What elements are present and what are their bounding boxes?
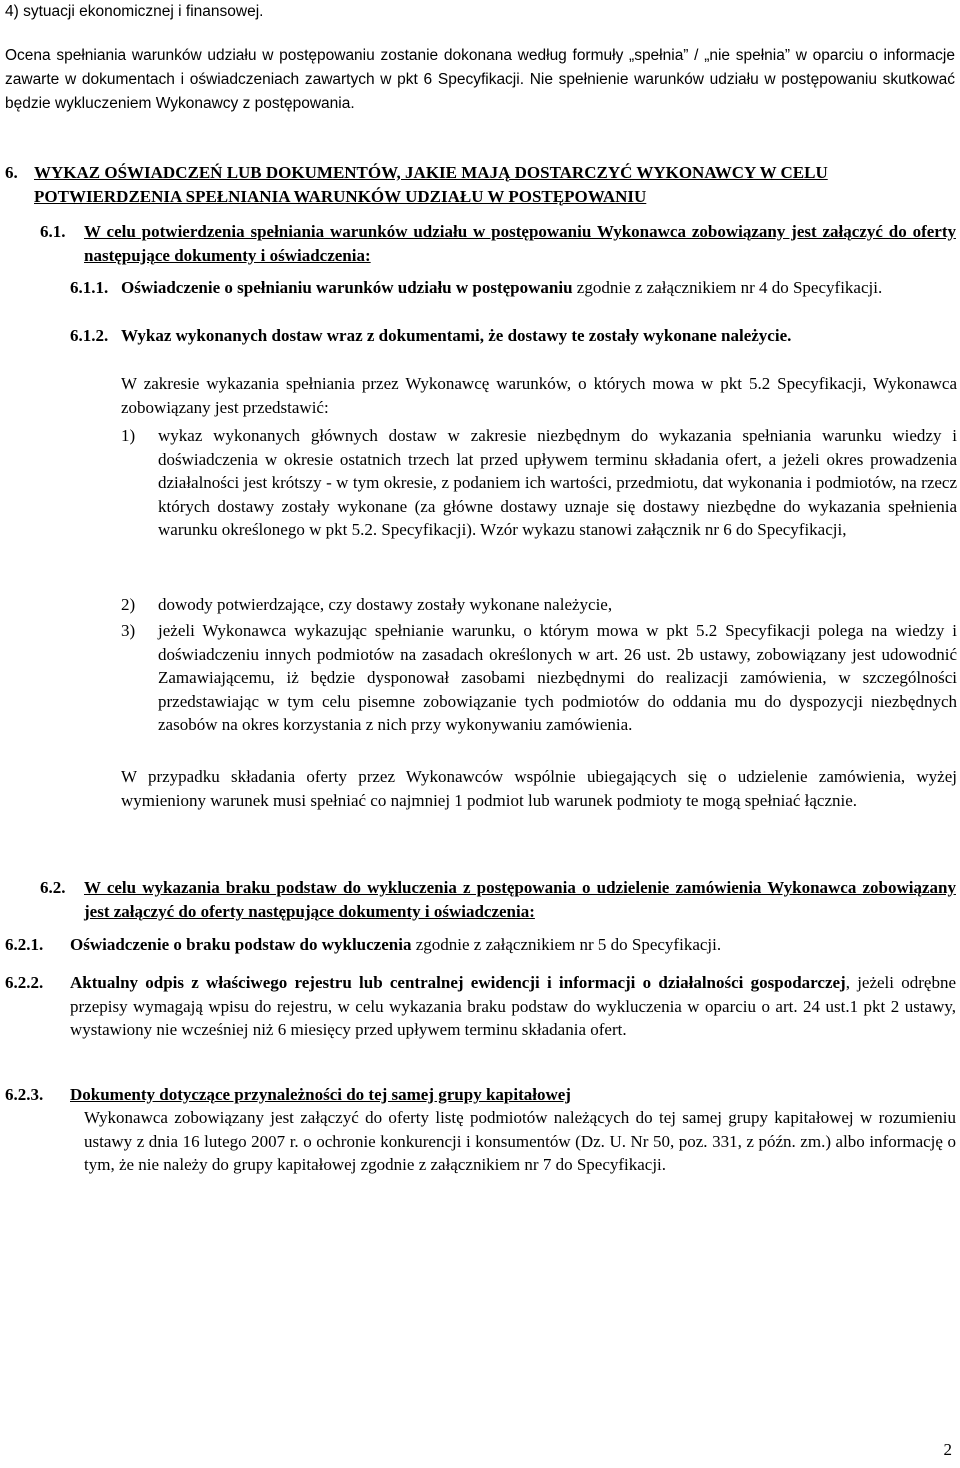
item-number: 6.2.1. [5, 935, 44, 954]
evaluation-paragraph: Ocena spełniania warunków udziału w postępowaniu zostanie dokonana według formuły „spełnia” / „nie spełnia” w oparciu o informacje zawarte w dokumentach i oświadczeniach zawartych w pkt 6 Specyfikacji. Nie spełnienie warunków udziału w postępowaniu skutkować będzie wykluczeniem Wykonawcy z postępowania. [5, 47, 955, 112]
item-number: 6.2.3. [5, 1085, 44, 1104]
section-heading: WYKAZ OŚWIADCZEŃ LUB DOKUMENTÓW, JAKIE MAJĄ DOSTARCZYĆ WYKONAWCY W CELU POTWIERDZENIA SPEŁNIANIA WARUNKÓW UDZIAŁU W POSTĘPOWANIU [34, 163, 828, 206]
list-number: 2) [121, 595, 136, 614]
list-item: wykaz wykonanych głównych dostaw w zakresie niezbędnym do wykazania spełniania warunku wiedzy i doświadczenia w okresie ostatnich trzech lat przed upływem terminu składania ofert, a jeżeli okres prowadzenia działalności jest krótszy - w tym okresie, z podaniem ich wartości, przedmiotu, dat wykonania i podmiotów, na rzecz których dostawy zostały wykonane (za główne dostawy uznaje się dostawy niezbędne do wykazania spełnienia warunku określonego w pkt 5.2. Specyfikacji). Wzór wykazu stanowi załącznik nr 6 do Specyfikacji, [158, 426, 957, 539]
statement-paragraph [121, 276, 957, 300]
registry-text: , jeżeli odrębne przepisy wymagają wpisu do rejestru, w celu wykazania braku podstaw do wykluczenia w oparciu o art. 24 ust.1 pkt 2 ustawy, wystawiony nie wcześniej niż 6 miesięcy przed upływem terminu składania ofert. [70, 973, 956, 1039]
item-number: 6.2.2. [5, 973, 44, 992]
statement-text: zgodnie z załącznikiem nr 5 do Specyfikacji. [411, 935, 722, 954]
section-number: 6. [5, 163, 18, 182]
exclusion-statement-paragraph [70, 933, 956, 957]
statement-text: zgodnie z załącznikiem nr 4 do Specyfikacji. [572, 278, 883, 297]
list-item-financial: 4) sytuacji ekonomicznej i finansowej. [5, 3, 264, 20]
item-number: 6.1.2. [70, 326, 109, 345]
subsection-number: 6.2. [40, 878, 66, 897]
registry-title: Aktualny odpis z właściwego rejestru lub centralnej ewidencji i informacji o działalności gospodarczej [70, 973, 846, 992]
statement-title: Oświadczenie o braku podstaw do wykluczenia [70, 935, 412, 954]
list-number: 3) [121, 621, 136, 640]
capital-group-heading: Dokumenty dotyczące przynależności do tej samej grupy kapitałowej [70, 1085, 571, 1104]
list-item: dowody potwierdzające, czy dostawy zostały wykonane należycie, [158, 595, 613, 614]
list-number: 1) [121, 426, 136, 445]
page-number: 2 [943, 1440, 952, 1459]
item-number: 6.1.1. [70, 278, 109, 297]
subsection-heading: W celu wykazania braku podstaw do wykluczenia z postępowania o udzielenie zamówienia Wykonawca zobowiązany jest załączyć do oferty następujące dokumenty i oświadczenia: [84, 878, 956, 921]
deliveries-heading: Wykaz wykonanych dostaw wraz z dokumentami, że dostawy te zostały wykonane należycie. [121, 326, 792, 345]
joint-offer-paragraph: W przypadku składania oferty przez Wykonawców wspólnie ubiegających się o udzielenie zamówienia, wyżej wymieniony warunek musi spełniać co najmniej 1 podmiot lub warunek podmioty te mogą spełniać łącznie. [121, 767, 957, 810]
capital-group-paragraph: Wykonawca zobowiązany jest załączyć do oferty listę podmiotów należących do tej samej grupy kapitałowej w rozumieniu ustawy z dnia 16 lutego 2007 r. o ochronie konkurencji i konsumentów (Dz. U. Nr 50, poz. 331, z późn. zm.) albo informację o tym, że nie należy do grupy kapitałowej zgodnie z załącznikiem nr 7 do Specyfikacji. [84, 1108, 956, 1174]
subsection-number: 6.1. [40, 222, 66, 241]
list-item: jeżeli Wykonawca wykazując spełnianie warunku, o którym mowa w pkt 5.2 Specyfikacji polega na wiedzy i doświadczeniu innych podmiotów na zasadach określonych w art. 26 ust. 2b ustawy, zobowiązany jest udowodnić Zamawiającemu, iż będzie dysponował zasobami niezbędnymi do realizacji zamówienia, w szczególności przedstawiając w tym celu pisemne zobowiązanie tych podmiotów do oddania mu do dyspozycji niezbędnych zasobów na okres korzystania z nich przy wykonywaniu zamówienia. [158, 621, 957, 734]
deliveries-intro: W zakresie wykazania spełniania przez Wykonawcę warunków, o których mowa w pkt 5.2 Specyfikacji, Wykonawca zobowiązany jest przedstawić: [121, 374, 957, 417]
subsection-heading: W celu potwierdzenia spełniania warunków udziału w postępowaniu Wykonawca zobowiązany jest załączyć do oferty następujące dokumenty i oświadczenia: [84, 222, 956, 265]
registry-paragraph [70, 971, 956, 1042]
statement-title: Oświadczenie o spełnianiu warunków udziału w postępowaniu [121, 278, 573, 297]
